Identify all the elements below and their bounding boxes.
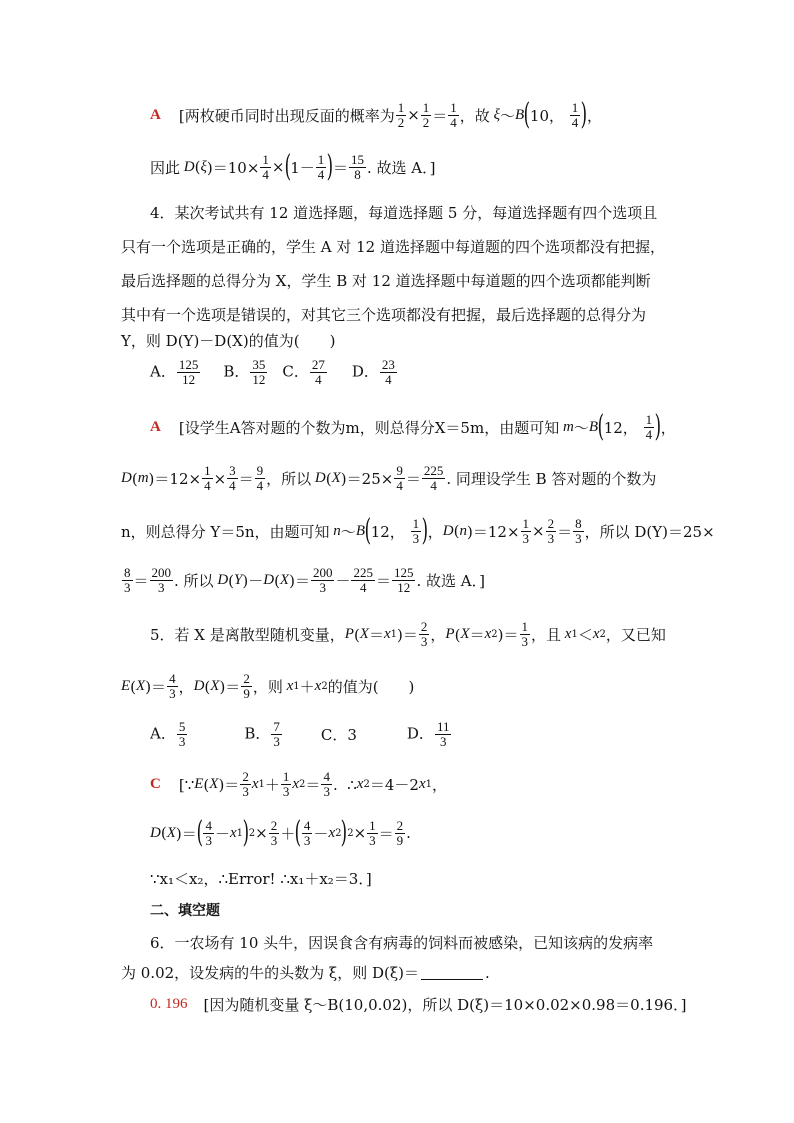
answer-blank bbox=[421, 965, 483, 980]
q3-answer-text2: 因此 bbox=[150, 158, 181, 177]
q5-line2: E ( X )＝ $\frac{4}{3}$ ， D ( X )＝ $\frac{2}{9}$ ，则 x 1 ＋ x 2 的值为( ) bbox=[121, 671, 415, 701]
fraction: $\frac{1}{2}$ bbox=[422, 99, 430, 130]
q4-answer-line1: A [设学生A答对题的个数为m，则总得分X＝5m，由题可知 m ～ B ( 12， $\frac{1}{4}$ ) ， bbox=[150, 409, 676, 444]
q4-option-b: B． $\frac{35}{12}$ bbox=[223, 357, 266, 387]
q4-answer-line2: D ( m )＝12× $\frac{1}{4}$ × $\frac{3}{4}$ ＝ $\frac{9}{4}$ ，所以 D ( X )＝25× $\frac{9}{4}$ ＝ $\frac{225}{4}$ . 同理设学生 B 答对题的个数为 bbox=[121, 463, 657, 493]
q4-line2: 只有一个选项是正确的，学生 A 对 12 道选择题中每道题的四个选项都没有把握， bbox=[121, 238, 665, 256]
answer-value: 0. 196 bbox=[150, 996, 188, 1012]
answer-letter: C bbox=[150, 776, 161, 792]
q5-answer-line1: C [∵ E ( X )＝ $\frac{2}{3}$ x 1 ＋ $\frac{1}{3}$ x 2 ＝ $\frac{4}{3}$ . ∴ x 2 ＝4－2 x 1 ， bbox=[150, 769, 447, 799]
q3-answer-line1: A [两枚硬币同时出现反面的概率为 $\frac{1}{2}$ × $\frac{1}{2}$ ＝ $\frac{1}{4}$ ，故 ξ ～ B ( 10， $\frac{1}{4}$ ) ， bbox=[150, 97, 602, 132]
answer-letter: A bbox=[150, 418, 161, 435]
q3-answer-text: [两枚硬币同时出现反面的概率为 bbox=[178, 106, 395, 125]
q4-answer-line3: n，则总得分 Y＝5n，由题可知 n ～ B ( 12， $\frac{1}{3}$ ) ， D ( n )＝12× $\frac{1}{3}$ × $\frac{2}{3}$ ＝ $\frac{8}{3}$ ，所以 D(Y)＝25× bbox=[121, 513, 715, 548]
answer-letter: A bbox=[150, 106, 161, 123]
q4-option-a: A． $\frac{125}{12}$ bbox=[150, 357, 199, 387]
q3-answer-line2: 因此 D ( ξ )＝10× $\frac{1}{4}$ × ( 1－ $\frac{1}{4}$ ) ＝ $\frac{15}{8}$ . 故选 A．] bbox=[150, 149, 436, 184]
q3-answer-tail2: . 故选 A．] bbox=[367, 158, 436, 177]
q4-line4: 其中有一个选项是错误的，对其它三个选项都没有把握，最后选择题的总得分为 bbox=[121, 306, 647, 324]
q5-option-a: A． $\frac{5}{3}$ bbox=[150, 719, 186, 749]
q6-answer-text: [因为随机变量 ξ～B(10,0.02)，所以 D(ξ)＝10×0.02×0.98＝0.196．] bbox=[203, 996, 687, 1014]
q6-line1: 6．一农场有 10 头牛，因误食含有病毒的饲料而被感染，已知该病的发病率 bbox=[150, 934, 654, 952]
q5-answer-line3: ∵x₁＜x₂，∴Error! ∴x₁＋x₂＝3．] bbox=[150, 870, 372, 888]
q5-option-d: D． $\frac{11}{3}$ bbox=[406, 719, 450, 749]
q4-line5: Y，则 D(Y)－D(X)的值为( ) bbox=[121, 332, 336, 350]
q4-options bbox=[150, 358, 398, 387]
q5-answer-line2: D ( X )＝ ( $\frac{4}{3}$ － x 1 ) 2 × $\frac{2}{3}$ ＋ ( $\frac{4}{3}$ － x 2 ) 2 × $\frac{1}{3}$ ＝ $\frac{2}{9}$ . bbox=[150, 815, 411, 850]
section-heading: 二、填空题 bbox=[150, 903, 220, 919]
fraction: $\frac{1}{2}$ bbox=[397, 99, 405, 130]
q5-option-b: B． $\frac{7}{3}$ bbox=[244, 719, 280, 749]
q5-options bbox=[150, 720, 452, 749]
fraction: $\frac{1}{4}$ bbox=[450, 99, 457, 130]
q3-answer-tail: ，故 bbox=[459, 106, 490, 125]
q4-answer-line4: $\frac{8}{3}$ ＝ $\frac{200}{3}$ . 所以 D ( Y )－ D ( X )＝ $\frac{200}{3}$ － $\frac{225}{4}$ ＝ $\frac{125}{12}$ . 故选 A．] bbox=[124, 565, 485, 595]
q4-answer-text: [设学生A答对题的个数为m，则总得分X＝5m，由题可知 bbox=[178, 418, 560, 437]
q4-option-c: C． $\frac{27}{4}$ bbox=[282, 357, 325, 387]
q6-answer bbox=[150, 994, 686, 1015]
q6-line2: 为 0.02，设发病的牛的头数为 ξ，则 D(ξ)＝ . bbox=[121, 963, 490, 982]
q5-line1: 5．若 X 是离散型随机变量， P ( X ＝ x 1 )＝ $\frac{2}{3}$ ， P ( X ＝ x 2 )＝ $\frac{1}{3}$ ，且 x 1 ＜ x 2 ，又已知 bbox=[150, 619, 666, 649]
q4-line3: 最后选择题的总得分为 X，学生 B 对 12 道选择题中每道题的四个选项都能判断 bbox=[121, 272, 651, 290]
q5-option-c: C．3 bbox=[320, 726, 357, 744]
q4-option-d: D． $\frac{23}{4}$ bbox=[351, 357, 395, 387]
q4-line1: 4．某次考试共有 12 道选择题，每道选择题 5 分，每道选择题有四个选项且 bbox=[150, 204, 658, 222]
